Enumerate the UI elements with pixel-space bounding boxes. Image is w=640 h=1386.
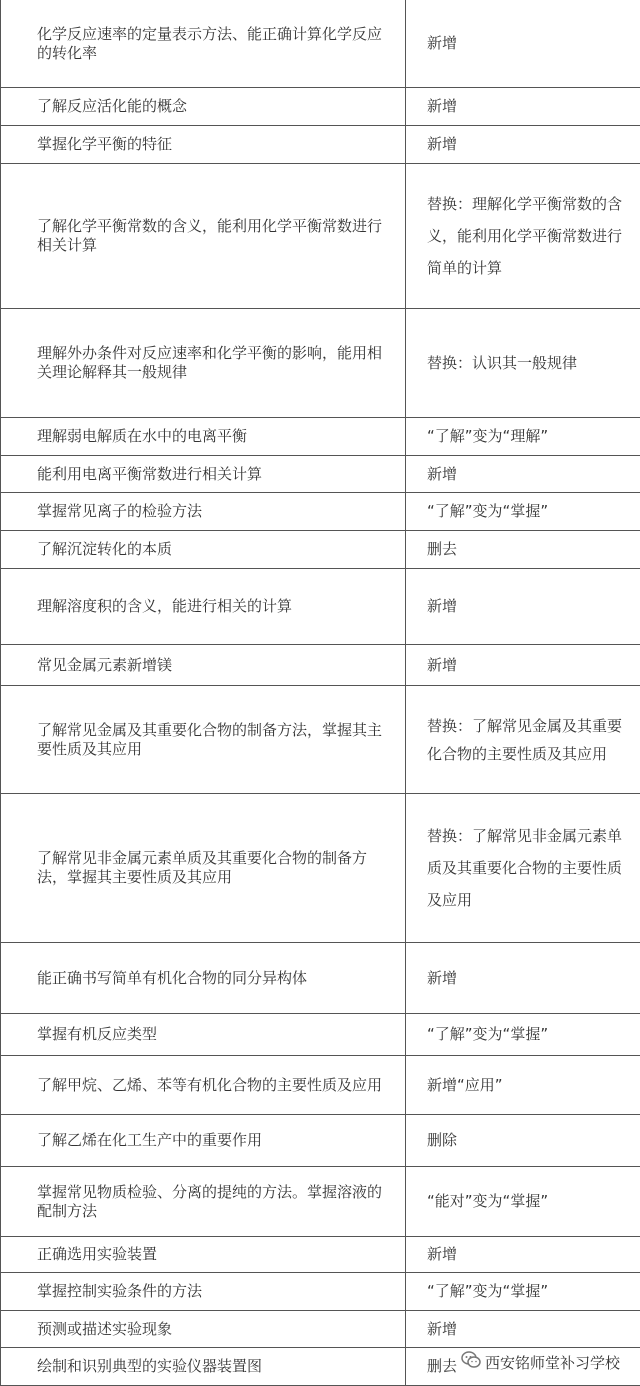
requirement-cell: 掌握常见离子的检验方法 bbox=[1, 493, 406, 531]
requirement-cell: 化学反应速率的定量表示方法、能正确计算化学反应的转化率 bbox=[1, 0, 406, 88]
wechat-icon bbox=[461, 1350, 481, 1374]
change-cell: “了解”变为“掌握” bbox=[406, 493, 640, 531]
change-cell: 新增 bbox=[406, 456, 640, 493]
change-cell: 新增“应用” bbox=[406, 1056, 640, 1115]
table-row bbox=[1, 493, 640, 531]
requirement-cell: 预测或描述实验现象 bbox=[1, 1311, 406, 1348]
requirement-cell: 能利用电离平衡常数进行相关计算 bbox=[1, 456, 406, 493]
table-row bbox=[1, 1237, 640, 1273]
change-cell: 新增 bbox=[406, 126, 640, 164]
table-row bbox=[1, 569, 640, 645]
table-row bbox=[1, 645, 640, 686]
table-row bbox=[1, 126, 640, 164]
change-cell: 新增 bbox=[406, 88, 640, 126]
change-cell: 替换：了解常见金属及其重要化合物的主要性质及其应用 bbox=[406, 686, 640, 794]
requirement-cell: 理解溶度积的含义，能进行相关的计算 bbox=[1, 569, 406, 645]
table-row bbox=[1, 1311, 640, 1348]
change-cell: 新增 bbox=[406, 1237, 640, 1273]
change-cell: 新增 bbox=[406, 645, 640, 686]
change-cell: “了解”变为“掌握” bbox=[406, 1273, 640, 1311]
requirement-cell: 掌握化学平衡的特征 bbox=[1, 126, 406, 164]
table-row bbox=[1, 456, 640, 493]
change-cell: 替换：理解化学平衡常数的含义，能利用化学平衡常数进行简单的计算 bbox=[406, 164, 640, 309]
requirement-cell: 了解乙烯在化工生产中的重要作用 bbox=[1, 1115, 406, 1167]
requirement-cell: 绘制和识别典型的实验仪器装置图 bbox=[1, 1348, 406, 1386]
requirement-cell: 了解化学平衡常数的含义，能利用化学平衡常数进行相关计算 bbox=[1, 164, 406, 309]
table-row bbox=[1, 1115, 640, 1167]
change-cell: 删除 bbox=[406, 1115, 640, 1167]
requirement-cell: 了解常见金属及其重要化合物的制备方法，掌握其主要性质及其应用 bbox=[1, 686, 406, 794]
change-cell: 删去 bbox=[406, 1348, 640, 1386]
table-row bbox=[1, 164, 640, 309]
requirement-cell: 掌握常见物质检验、分离的提纯的方法。掌握溶液的配制方法 bbox=[1, 1167, 406, 1237]
watermark-text: 西安铭师堂补习学校 bbox=[484, 1353, 620, 1372]
requirement-cell: 了解反应活化能的概念 bbox=[1, 88, 406, 126]
change-cell: 替换：了解常见非金属元素单质及其重要化合物的主要性质及应用 bbox=[406, 794, 640, 943]
requirement-cell: 理解弱电解质在水中的电离平衡 bbox=[1, 418, 406, 456]
table-row bbox=[1, 1273, 640, 1311]
change-cell: “能对”变为“掌握” bbox=[406, 1167, 640, 1237]
table-row bbox=[1, 686, 640, 794]
requirement-cell: 了解沉淀转化的本质 bbox=[1, 531, 406, 569]
table-row bbox=[1, 1056, 640, 1115]
table-row bbox=[1, 0, 640, 88]
table-row bbox=[1, 1167, 640, 1237]
table-row bbox=[1, 943, 640, 1014]
table-row bbox=[1, 531, 640, 569]
table-row bbox=[1, 88, 640, 126]
table-row bbox=[1, 794, 640, 943]
requirement-cell: 常见金属元素新增镁 bbox=[1, 645, 406, 686]
change-cell: “了解”变为“理解” bbox=[406, 418, 640, 456]
table-row bbox=[1, 309, 640, 418]
watermark bbox=[457, 1348, 624, 1376]
requirement-cell: 掌握控制实验条件的方法 bbox=[1, 1273, 406, 1311]
requirement-cell: 正确选用实验装置 bbox=[1, 1237, 406, 1273]
change-cell: 新增 bbox=[406, 0, 640, 88]
requirement-cell: 了解常见非金属元素单质及其重要化合物的制备方法，掌握其主要性质及其应用 bbox=[1, 794, 406, 943]
requirement-cell: 理解外办条件对反应速率和化学平衡的影响，能用相关理论解释其一般规律 bbox=[1, 309, 406, 418]
requirement-cell: 能正确书写简单有机化合物的同分异构体 bbox=[1, 943, 406, 1014]
requirement-cell: 掌握有机反应类型 bbox=[1, 1014, 406, 1056]
change-cell: 删去 bbox=[406, 531, 640, 569]
change-cell: 新增 bbox=[406, 569, 640, 645]
requirement-cell: 了解甲烷、乙烯、苯等有机化合物的主要性质及应用 bbox=[1, 1056, 406, 1115]
change-cell: 替换：认识其一般规律 bbox=[406, 309, 640, 418]
change-cell: 新增 bbox=[406, 1311, 640, 1348]
table-row bbox=[1, 418, 640, 456]
change-cell: “了解”变为“掌握” bbox=[406, 1014, 640, 1056]
table-row bbox=[1, 1014, 640, 1056]
change-cell: 新增 bbox=[406, 943, 640, 1014]
